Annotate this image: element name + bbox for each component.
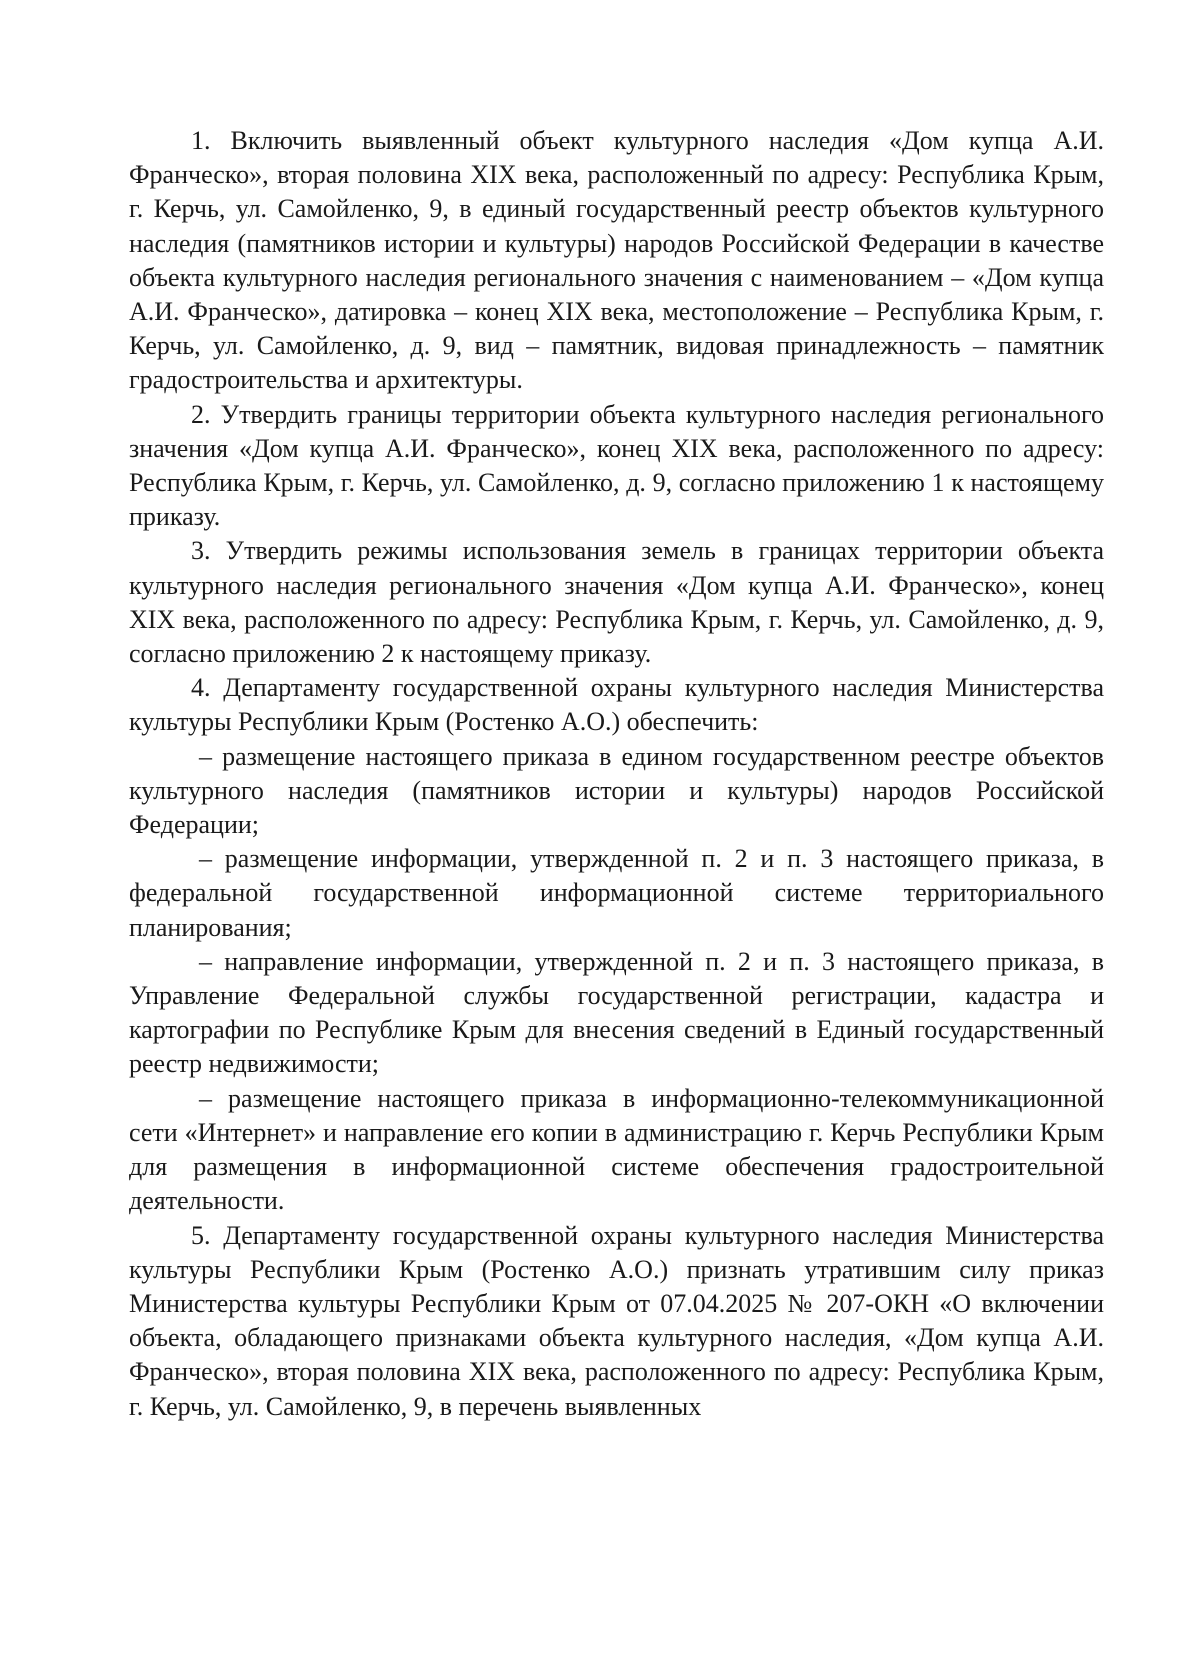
sub-item-planning-system: – размещение информации, утвержденной п. 2 и п. 3 настоящего приказа, в федеральной государственной информационной системе территориального планирования; [129, 844, 1104, 942]
paragraph-item-3: 3. Утвердить режимы использования земель в границах территории объекта культурного наследия регионального значения «Дом купца А.И. Франческо», конец XIX века, расположенного по адресу: Республика Крым, г. Керчь, ул. Самойленко, д. 9, согласно приложению 2 к настоящему приказу. [129, 536, 1104, 669]
paragraph-item-4: 4. Департаменту государственной охраны культурного наследия Министерства культуры Республики Крым (Ростенко А.О.) обеспечить: [129, 673, 1104, 737]
paragraph-item-5: 5. Департаменту государственной охраны культурного наследия Министерства культуры Республики Крым (Ростенко А.О.) признать утратившим силу приказ Министерства культуры Республики Крым от 07.04.2025 № 207-ОКН «О включении объекта, обладающего признаками объекта культурного наследия, «Дом купца А.И. Франческо», вторая половина XIX века, расположенного по адресу: Республика Крым, г. Керчь, ул. Самойленко, 9, в перечень выявленных [129, 1220, 1104, 1421]
paragraph-item-1: 1. Включить выявленный объект культурного наследия «Дом купца А.И. Франческо», вторая половина XIX века, расположенный по адресу: Республика Крым, г. Керчь, ул. Самойленко, 9, в единый государственный реестр объектов культурного наследия (памятников истории и культуры) народов Российской Федерации в качестве объекта культурного наследия регионального значения с наименованием – «Дом купца А.И. Франческо», датировка – конец XIX века, местоположение – Республика Крым, г. Керчь, ул. Самойленко, д. 9, вид – памятник, видовая принадлежность – памятник градостроительства и архитектуры. [129, 126, 1104, 395]
sub-item-rosreestr-direction: – направление информации, утвержденной п. 2 и п. 3 настоящего приказа, в Управление Федеральной службы государственной регистрации, кадастра и картографии по Республике Крым для внесения сведений в Единый государственный реестр недвижимости; [129, 946, 1104, 1079]
sub-item-internet-placement: – размещение настоящего приказа в информационно-телекоммуникационной сети «Интернет» и направление его копии в администрацию г. Керчь Республики Крым для размещения в информационной системе обеспечения градостроительной деятельности. [129, 1083, 1104, 1216]
paragraph-item-2: 2. Утвердить границы территории объекта культурного наследия регионального значения «Дом купца А.И. Франческо», конец XIX века, расположенного по адресу: Республика Крым, г. Керчь, ул. Самойленко, д. 9, согласно приложению 1 к настоящему приказу. [129, 399, 1104, 532]
sub-item-registry-placement: – размещение настоящего приказа в едином государственном реестре объектов культурного наследия (памятников истории и культуры) народов Российской Федерации; [129, 741, 1104, 840]
document-body [129, 124, 1104, 1424]
